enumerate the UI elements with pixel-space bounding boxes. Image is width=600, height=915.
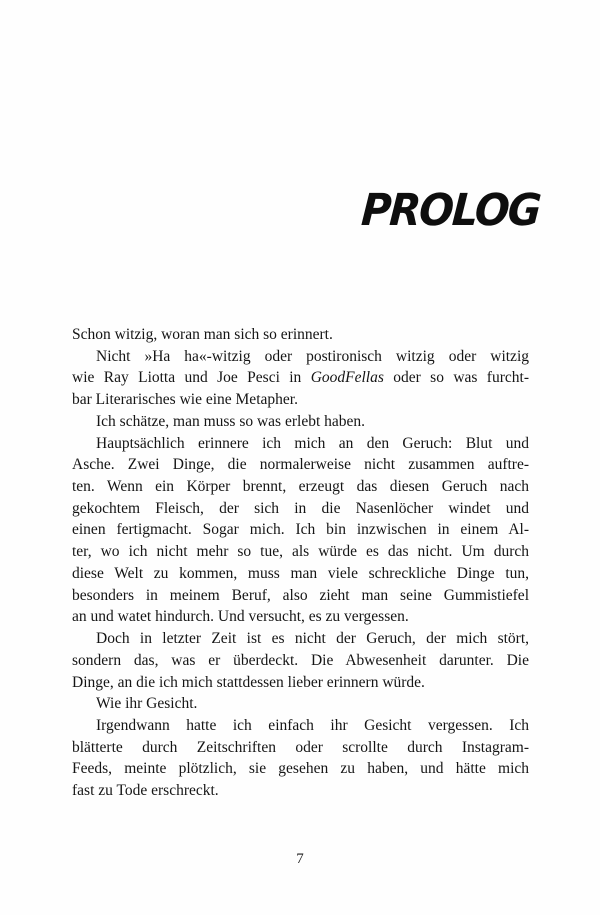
- text-line: [72, 498, 529, 520]
- text-line: [72, 758, 529, 780]
- text-line: [72, 476, 529, 498]
- text-segment: wie Ray Liotta und Joe Pesci in: [72, 369, 311, 387]
- text-line: [72, 454, 529, 476]
- paragraph: [72, 324, 529, 346]
- text-segment: Asche. Zwei Dinge, die normalerweise nicht zusammen auftre-: [72, 456, 529, 474]
- text-segment: ter, wo ich nicht mehr so tue, als würde es das nicht. Um durch: [72, 543, 529, 561]
- text-segment: besonders in meinem Beruf, also zieht man seine Gummistiefel: [72, 586, 529, 604]
- text-segment: gekochtem Fleisch, der sich in die Nasenlöcher windet und: [72, 499, 529, 517]
- text-segment: fast zu Tode erschreckt.: [72, 782, 219, 800]
- text-line: [72, 346, 529, 368]
- text-line: [72, 389, 529, 411]
- text-segment: oder so was furcht-: [383, 369, 529, 387]
- paragraph: [72, 628, 529, 693]
- text-line: [72, 433, 529, 455]
- text-segment: Schon witzig, woran man sich so erinnert.: [72, 326, 333, 343]
- text-segment: an und watet hindurch. Und versucht, es zu vergessen.: [72, 608, 409, 626]
- paragraph: [72, 693, 529, 715]
- text-line: [72, 672, 529, 694]
- page-number: 7: [296, 851, 304, 867]
- italic-text-segment: GoodFellas: [310, 369, 384, 387]
- text-segment: Feeds, meinte plötzlich, sie gesehen zu haben, und hätte mich: [72, 760, 529, 778]
- paragraph: [72, 411, 529, 433]
- text-line: [72, 780, 529, 802]
- text-line: [72, 367, 529, 389]
- text-line: [72, 650, 529, 672]
- text-line: [72, 411, 529, 433]
- body-text: [72, 324, 529, 802]
- text-line: [72, 737, 529, 759]
- text-line: [72, 563, 529, 585]
- paragraph: [72, 715, 529, 802]
- text-segment: Ich schätze, man muss so was erlebt haben.: [96, 412, 366, 430]
- text-line: [72, 693, 529, 715]
- text-segment: sondern das, was er überdeckt. Die Abwesenheit darunter. Die: [72, 651, 529, 669]
- text-segment: Hauptsächlich erinnere ich mich an den Geruch: Blut und: [96, 434, 529, 452]
- text-line: [72, 606, 529, 628]
- text-line: [72, 628, 529, 650]
- text-segment: diese Welt zu kommen, muss man viele schreckliche Dinge tun,: [72, 564, 529, 582]
- text-line: [72, 715, 529, 737]
- text-segment: blätterte durch Zeitschriften oder scrollte durch Instagram-: [72, 738, 529, 756]
- paragraph: [72, 433, 529, 628]
- text-segment: Dinge, an die ich mich stattdessen lieber erinnern würde.: [72, 673, 425, 691]
- text-line: [72, 324, 529, 346]
- text-segment: einen fertigmacht. Sogar mich. Ich bin inzwischen in einem Al-: [72, 521, 529, 539]
- text-segment: Irgendwann hatte ich einfach ihr Gesicht vergessen. Ich: [96, 716, 529, 734]
- text-segment: Nicht »Ha ha«-witzig oder postironisch witzig oder witzig: [96, 347, 529, 365]
- text-line: [72, 585, 529, 607]
- text-line: [72, 541, 529, 563]
- text-segment: Doch in letzter Zeit ist es nicht der Geruch, der mich stört,: [96, 630, 529, 648]
- text-segment: ten. Wenn ein Körper brennt, erzeugt das diesen Geruch nach: [72, 478, 529, 496]
- text-line: [72, 519, 529, 541]
- chapter-title: PROLOG: [360, 185, 542, 236]
- text-segment: Wie ihr Gesicht.: [96, 695, 198, 713]
- text-segment: bar Literarisches wie eine Metapher.: [72, 391, 298, 409]
- paragraph: [72, 346, 529, 411]
